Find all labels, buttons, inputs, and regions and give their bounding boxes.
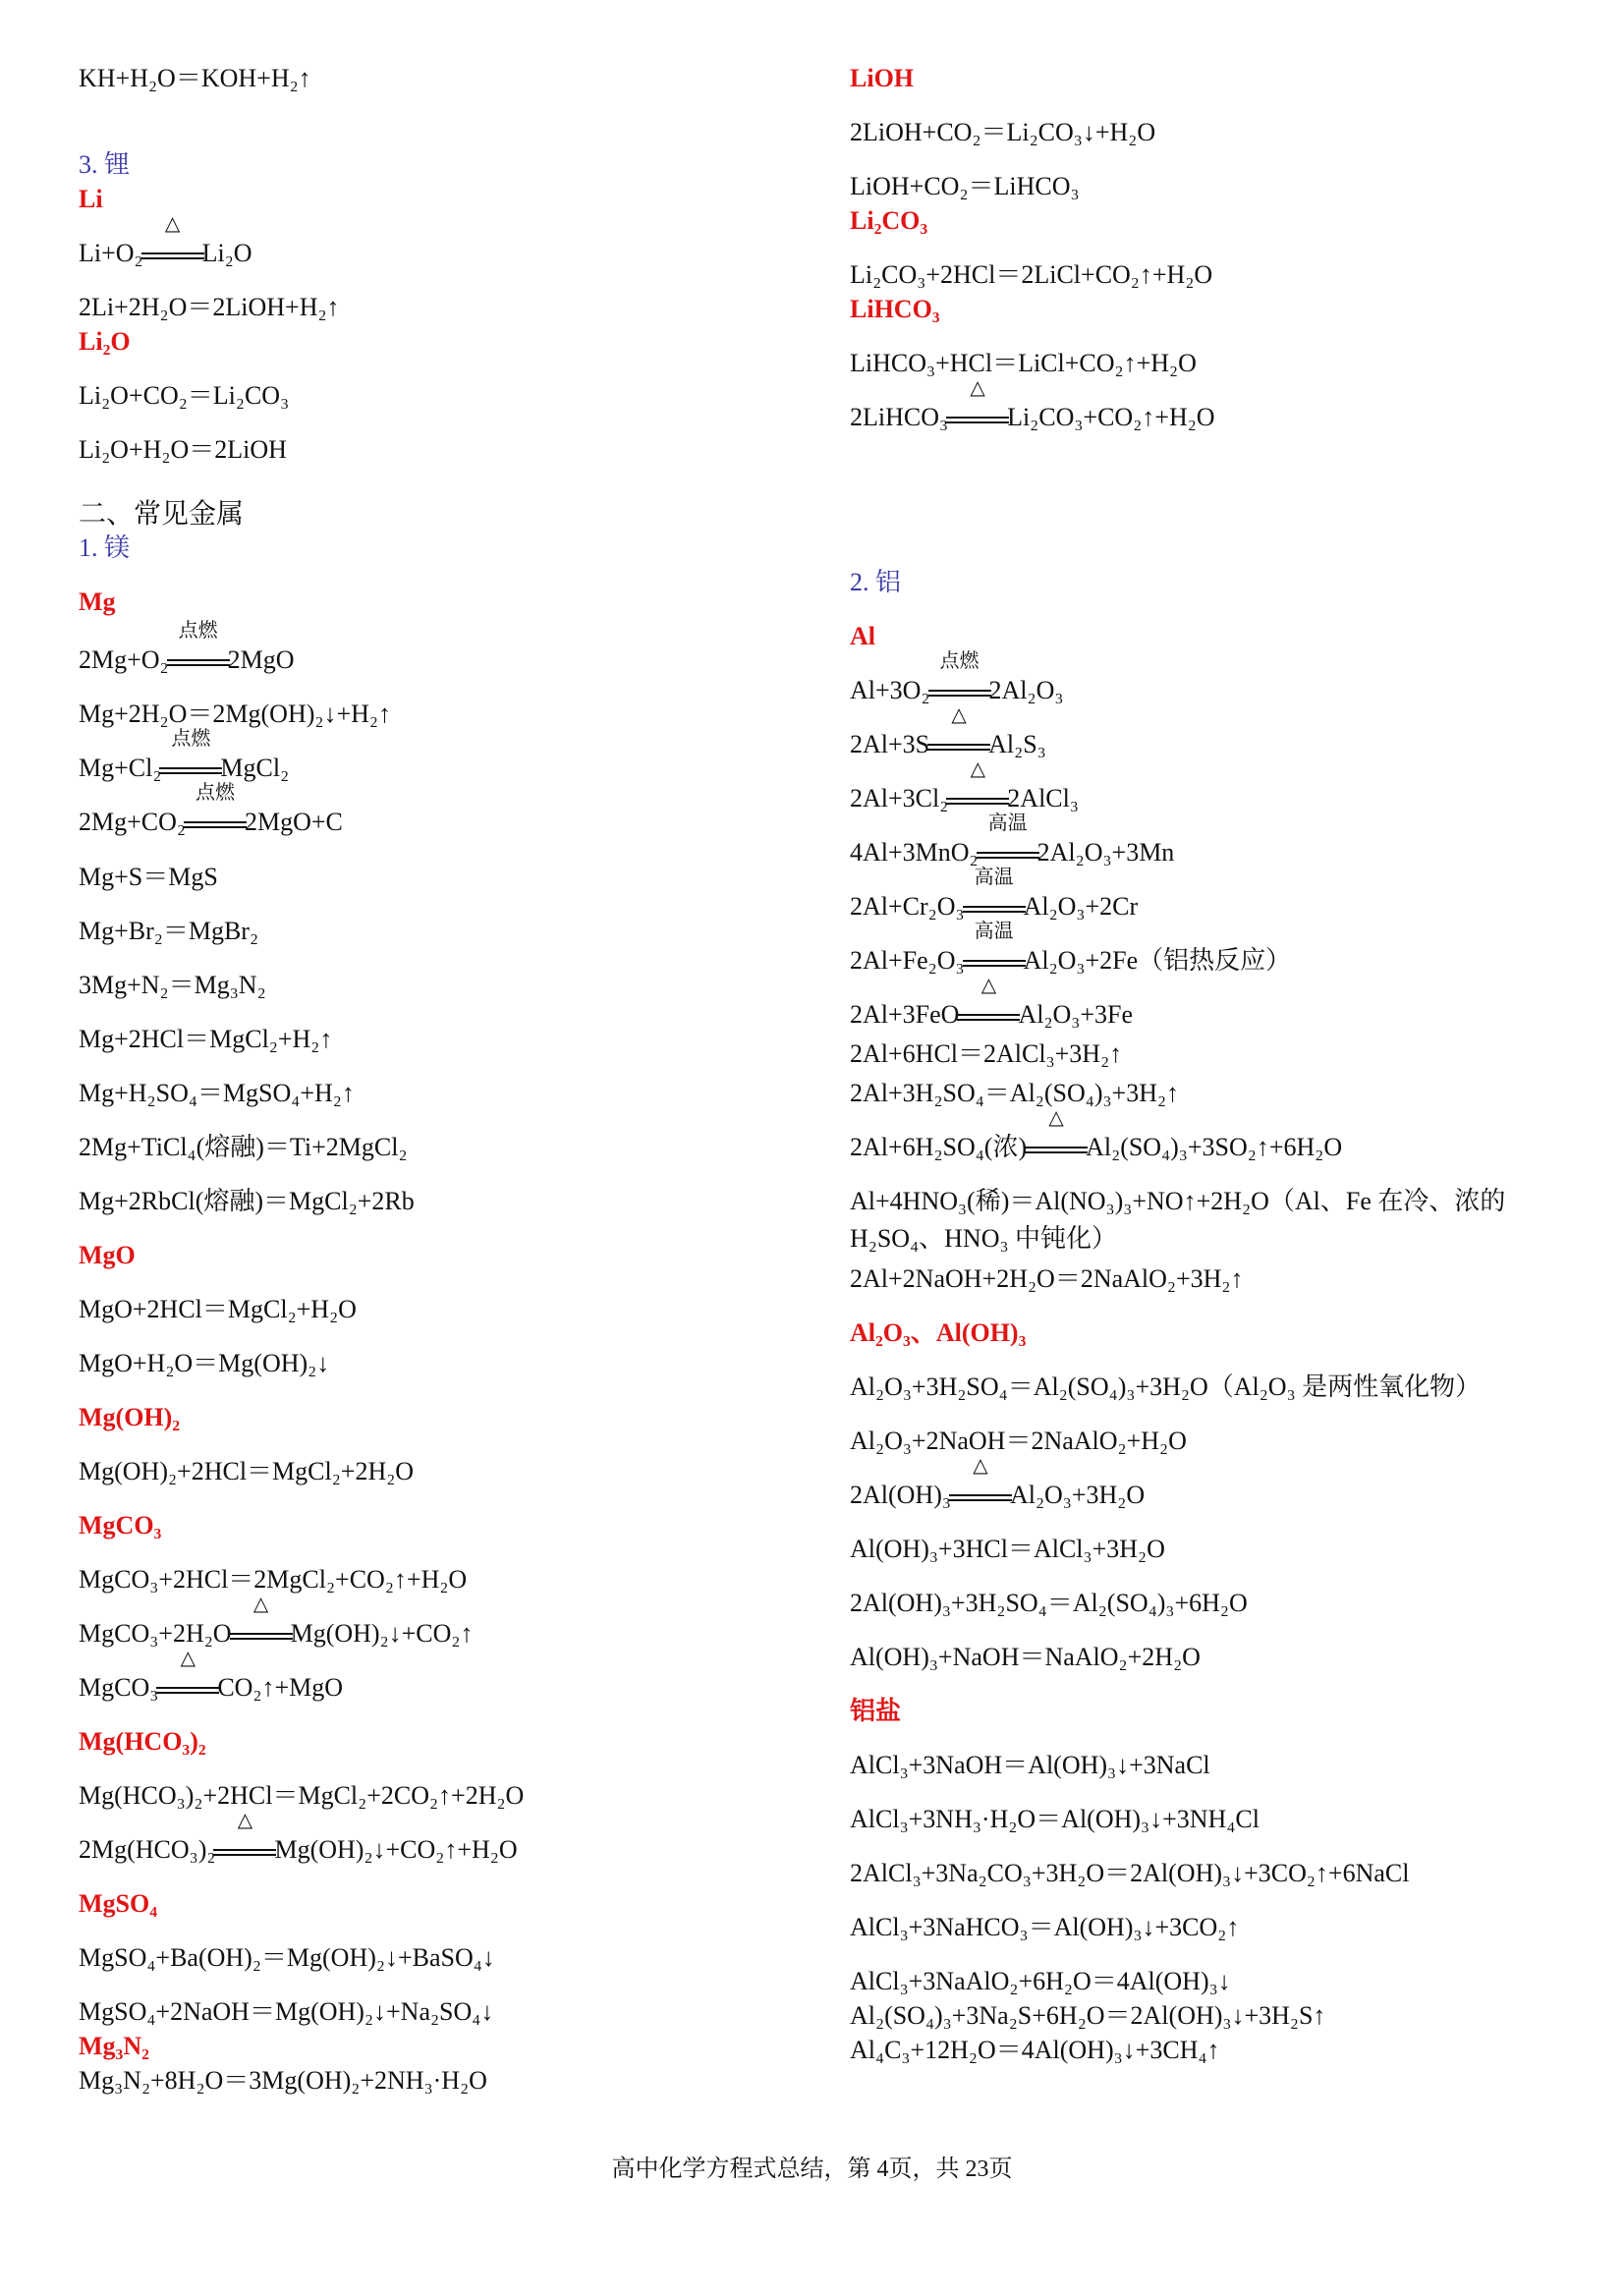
substance-heading: Li xyxy=(79,185,103,213)
reactants: 2Mg+CO₂ xyxy=(79,808,186,836)
products: Al₂S₃ xyxy=(988,730,1046,758)
products: Al₂O₃+3Fe xyxy=(1018,1000,1134,1029)
products: 2MgO xyxy=(227,645,295,674)
equation: Mg+2RbCl(熔融)＝MgCl₂+2Rb xyxy=(79,1187,415,1215)
equation: Al(OH)₃+3HCl＝AlCl₃+3H₂O xyxy=(850,1535,1165,1563)
reaction-condition: 高温 xyxy=(987,812,1028,834)
reaction-condition-sign xyxy=(167,620,230,676)
conditional-equation xyxy=(79,1648,344,1704)
conditional-equation xyxy=(850,1455,1146,1511)
reactants: 2Al+Cr₂O₃ xyxy=(850,892,965,921)
substance-heading: Li₂CO₃ xyxy=(850,206,928,235)
reaction-condition: △ xyxy=(980,975,997,996)
reaction-condition: △ xyxy=(180,1648,196,1669)
equation: 2Li+2H₂O＝2LiOH+H₂↑ xyxy=(79,293,340,321)
equation: Al₂O₃+3H₂SO₄＝Al₂(SO₄)₃+3H₂O（Al₂O₃ 是两性氧化物） xyxy=(850,1372,1482,1401)
equation: 2Al+2NaOH+2H₂O＝2NaAlO₂+3H₂↑ xyxy=(850,1264,1244,1293)
products: Al₂O₃+2Cr xyxy=(1023,892,1139,921)
equation: LiOH+CO₂＝LiHCO₃ xyxy=(850,172,1080,200)
page-footer: 高中化学方程式总结，第 4页，共 23页 xyxy=(611,2156,1013,2182)
reactants: MgCO₃ xyxy=(79,1673,159,1702)
equation-note: Al+4HNO₃(稀)＝Al(NO₃)₃+NO↑+2H₂O（Al、Fe 在冷、浓的 H₂SO₄、HNO₃ 中钝化） xyxy=(850,1187,1506,1253)
conditional-equation xyxy=(850,975,1134,1031)
substance-heading: Mg(HCO₃)₂ xyxy=(79,1727,206,1756)
equation: 2Al+6HCl＝2AlCl₃+3H₂↑ xyxy=(850,1039,1123,1068)
double-equal-sign xyxy=(946,798,1009,805)
equation: MgSO₄+Ba(OH)₂＝Mg(OH)₂↓+BaSO₄↓ xyxy=(79,1943,495,1972)
double-equal-sign xyxy=(167,659,230,666)
substance-heading: MgO xyxy=(79,1241,136,1269)
reaction-condition: △ xyxy=(237,1810,253,1831)
equation: Al(OH)₃+NaOH＝NaAlO₂+2H₂O xyxy=(850,1643,1201,1671)
reaction-condition-sign xyxy=(963,921,1026,977)
double-equal-sign xyxy=(977,852,1039,859)
reaction-condition-sign xyxy=(949,1455,1012,1511)
conditional-equation xyxy=(79,782,343,838)
reactants: 2Al+6H₂SO₄(浓) xyxy=(850,1133,1028,1161)
products: 2Al₂O₃+3Mn xyxy=(1036,838,1175,867)
conditional-equation xyxy=(79,1594,474,1650)
reactants: 2Al+3FeO xyxy=(850,1000,960,1029)
double-equal-sign xyxy=(957,1014,1020,1021)
reaction-condition: △ xyxy=(973,1455,988,1477)
equation: Li₂CO₃+2HCl＝2LiCl+CO₂↑+H₂O xyxy=(850,260,1213,289)
reaction-condition: 点燃 xyxy=(195,782,235,804)
reaction-condition: △ xyxy=(951,704,967,726)
reactants: 2Mg(HCO₃)₂ xyxy=(79,1835,216,1864)
equation: Al₄C₃+12H₂O＝4Al(OH)₃↓+3CH₄↑ xyxy=(850,2036,1220,2064)
substance-heading: Mg(OH)₂ xyxy=(79,1403,181,1431)
equation: MgCO₃+2HCl＝2MgCl₂+CO₂↑+H₂O xyxy=(79,1565,468,1594)
conditional-equation xyxy=(850,758,1079,814)
reaction-condition-sign xyxy=(957,975,1020,1031)
reactants: 2Al+Fe₂O₃ xyxy=(850,946,965,975)
substance-heading: LiOH xyxy=(850,64,915,92)
reaction-condition-sign xyxy=(977,812,1039,868)
double-equal-sign xyxy=(927,744,990,751)
substance-heading: MgSO₄ xyxy=(79,1889,158,1918)
reaction-condition-sign xyxy=(946,758,1009,814)
reaction-condition: △ xyxy=(970,758,985,780)
equation: Li₂O+H₂O＝2LiOH xyxy=(79,435,287,464)
equation: Mg₃N₂+8H₂O＝3Mg(OH)₂+2NH₃·H₂O xyxy=(79,2066,487,2095)
equation: Mg(HCO₃)₂+2HCl＝MgCl₂+2CO₂↑+2H₂O xyxy=(79,1781,525,1810)
equation: Li₂O+CO₂＝Li₂CO₃ xyxy=(79,381,290,410)
conditional-equation xyxy=(79,728,290,784)
double-equal-sign xyxy=(1025,1147,1088,1153)
section-title: 1. 镁 xyxy=(79,533,131,562)
equation: MgSO₄+2NaOH＝Mg(OH)₂↓+Na₂SO₄↓ xyxy=(79,1997,494,2026)
reaction-condition-sign xyxy=(156,1648,219,1704)
substance-heading: Al₂O₃、Al(OH)₃ xyxy=(850,1318,1027,1347)
conditional-equation xyxy=(79,1810,518,1866)
reaction-condition: △ xyxy=(1048,1107,1064,1129)
products: MgCl₂ xyxy=(220,754,290,782)
section-title: 3. 锂 xyxy=(79,150,131,179)
equation: Al₂(SO₄)₃+3Na₂S+6H₂O＝2Al(OH)₃↓+3H₂S↑ xyxy=(850,2001,1326,2030)
equation: 2Al(OH)₃+3H₂SO₄＝Al₂(SO₄)₃+6H₂O xyxy=(850,1589,1248,1617)
double-equal-sign xyxy=(230,1633,293,1640)
substance-heading: Li₂O xyxy=(79,327,131,356)
reaction-condition: 高温 xyxy=(974,867,1014,888)
reactants: Al+3O₂ xyxy=(850,676,930,704)
equation: AlCl₃+3NH₃·H₂O＝Al(OH)₃↓+3NH₄Cl xyxy=(850,1805,1260,1833)
reactants: 2Al+3S xyxy=(850,730,930,758)
equation: Mg+2HCl＝MgCl₂+H₂↑ xyxy=(79,1025,333,1053)
reaction-condition-sign xyxy=(184,782,247,838)
reaction-condition-sign xyxy=(963,867,1026,923)
equation: AlCl₃+3NaOH＝Al(OH)₃↓+3NaCl xyxy=(850,1751,1210,1779)
equation: 2Mg+TiCl₄(熔融)＝Ti+2MgCl₂ xyxy=(79,1133,408,1161)
reaction-condition-sign xyxy=(213,1810,276,1866)
products: 2AlCl₃ xyxy=(1007,784,1079,812)
equation: 3Mg+N₂＝Mg₃N₂ xyxy=(79,971,266,999)
reaction-condition: 高温 xyxy=(974,921,1014,942)
double-equal-sign xyxy=(213,1849,276,1856)
equation: KH+H₂O＝KOH+H₂↑ xyxy=(79,64,311,92)
conditional-equation xyxy=(79,213,252,269)
conditional-equation xyxy=(850,812,1175,868)
products: 2MgO+C xyxy=(244,808,343,836)
chapter-title: 二、常见金属 xyxy=(79,499,245,530)
products: Li₂CO₃+CO₂↑+H₂O xyxy=(1007,403,1215,431)
products: CO₂↑+MgO xyxy=(217,1673,344,1702)
conditional-equation xyxy=(850,921,1292,977)
products: 2Al₂O₃ xyxy=(988,676,1064,704)
reactants: 2LiHCO₃ xyxy=(850,403,949,431)
double-equal-sign xyxy=(159,767,222,774)
substance-heading: Mg₃N₂ xyxy=(79,2032,149,2060)
reactants: 2Al+3Cl₂ xyxy=(850,784,949,812)
reactants: 2Mg+O₂ xyxy=(79,645,169,674)
double-equal-sign xyxy=(946,417,1009,423)
conditional-equation xyxy=(850,650,1064,706)
substance-heading: Al xyxy=(850,622,875,650)
reaction-condition: △ xyxy=(164,213,181,235)
reactants: MgCO₃+2H₂O xyxy=(79,1619,232,1648)
reaction-condition: △ xyxy=(252,1594,269,1615)
products: Li₂O xyxy=(201,239,252,267)
reactants: 2Al(OH)₃ xyxy=(850,1481,951,1509)
equation: Al₂O₃+2NaOH＝2NaAlO₂+H₂O xyxy=(850,1427,1187,1455)
reactants: Li+O₂ xyxy=(79,239,143,267)
reaction-condition: 点燃 xyxy=(178,620,218,642)
substance-heading: LiHCO₃ xyxy=(850,295,940,323)
reactants: Mg+Cl₂ xyxy=(79,754,162,782)
double-equal-sign xyxy=(156,1687,219,1694)
conditional-equation xyxy=(850,704,1046,760)
reaction-condition: 点燃 xyxy=(939,650,980,672)
reaction-condition-sign xyxy=(928,650,991,706)
reaction-condition-sign xyxy=(159,728,222,784)
reaction-condition: 点燃 xyxy=(171,728,211,750)
products: Al₂O₃+2Fe（铝热反应） xyxy=(1023,946,1292,975)
equation: Mg(OH)₂+2HCl＝MgCl₂+2H₂O xyxy=(79,1457,415,1485)
double-equal-sign xyxy=(928,690,991,697)
equation: Mg+S＝MgS xyxy=(79,863,218,891)
reaction-condition: △ xyxy=(970,377,985,399)
equation: Mg+2H₂O＝2Mg(OH)₂↓+H₂↑ xyxy=(79,700,391,728)
reactants: 4Al+3MnO₂ xyxy=(850,838,979,867)
reaction-condition-sign xyxy=(1025,1107,1088,1163)
products: Mg(OH)₂↓+CO₂↑+H₂O xyxy=(274,1835,518,1864)
reaction-condition-sign xyxy=(230,1594,293,1650)
equation: 2LiOH+CO₂＝Li₂CO₃↓+H₂O xyxy=(850,118,1156,146)
equation: 2Al+3H₂SO₄＝Al₂(SO₄)₃+3H₂↑ xyxy=(850,1079,1180,1107)
equation: 2AlCl₃+3Na₂CO₃+3H₂O＝2Al(OH)₃↓+3CO₂↑+6NaCl xyxy=(850,1859,1410,1887)
conditional-equation xyxy=(850,867,1139,923)
conditional-equation xyxy=(850,377,1215,433)
double-equal-sign xyxy=(141,252,204,259)
equation: Mg+Br₂＝MgBr₂ xyxy=(79,917,259,945)
reaction-condition-sign xyxy=(946,377,1009,433)
double-equal-sign xyxy=(184,821,247,828)
equation: AlCl₃+3NaAlO₂+6H₂O＝4Al(OH)₃↓ xyxy=(850,1967,1231,1995)
equation: LiHCO₃+HCl＝LiCl+CO₂↑+H₂O xyxy=(850,349,1197,377)
section-title: 2. 铝 xyxy=(850,568,902,596)
equation: AlCl₃+3NaHCO₃＝Al(OH)₃↓+3CO₂↑ xyxy=(850,1913,1240,1941)
double-equal-sign xyxy=(963,906,1026,913)
reaction-condition-sign xyxy=(141,213,204,269)
conditional-equation xyxy=(850,1107,1343,1163)
double-equal-sign xyxy=(949,1494,1012,1501)
double-equal-sign xyxy=(963,960,1026,967)
equation: MgO+2HCl＝MgCl₂+H₂O xyxy=(79,1295,357,1323)
products: Mg(OH)₂↓+CO₂↑ xyxy=(290,1619,474,1648)
substance-heading: Mg xyxy=(79,588,116,616)
products: Al₂(SO₄)₃+3SO₂↑+6H₂O xyxy=(1086,1133,1343,1161)
equation: MgO+H₂O＝Mg(OH)₂↓ xyxy=(79,1349,330,1377)
reaction-condition-sign xyxy=(927,704,990,760)
substance-heading: MgCO₃ xyxy=(79,1511,162,1540)
conditional-equation xyxy=(79,620,295,676)
substance-heading: 铝盐 xyxy=(850,1697,902,1725)
products: Al₂O₃+3H₂O xyxy=(1009,1481,1146,1509)
equation: Mg+H₂SO₄＝MgSO₄+H₂↑ xyxy=(79,1079,355,1107)
